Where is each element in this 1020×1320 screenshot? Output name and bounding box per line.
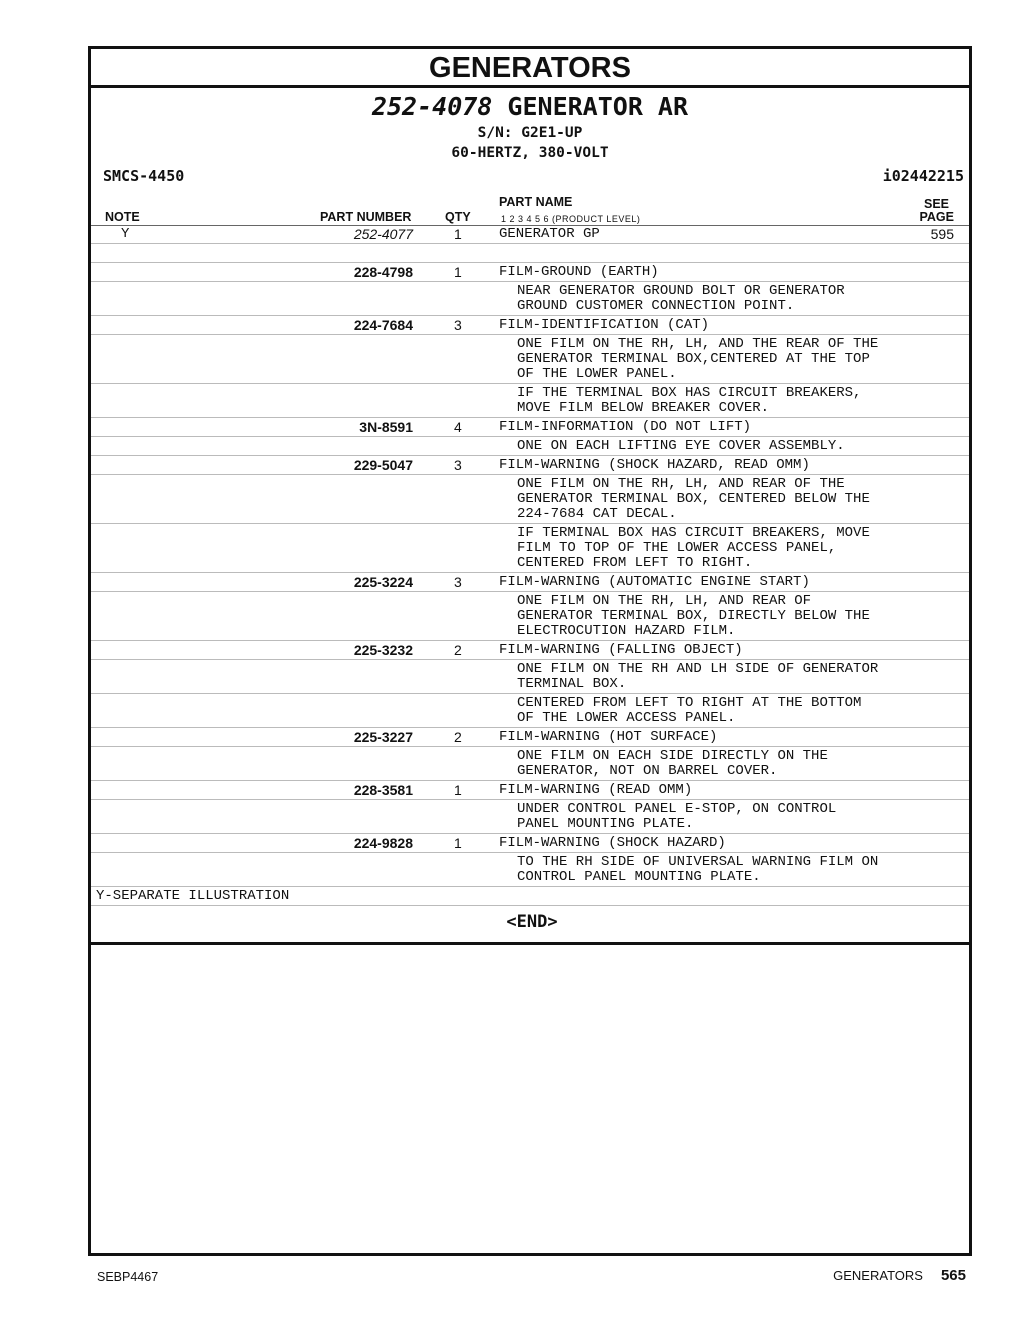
row-comment: ONE FILM ON THE RH, LH, AND THE REAR OF THE GENERATOR TERMINAL BOX,CENTERED AT THE TOP OF THE LOWER PANEL. xyxy=(517,336,879,382)
comment-row xyxy=(91,384,969,418)
row-part-name: FILM-WARNING (READ OMM) xyxy=(499,782,693,798)
row-part-name: FILM-GROUND (EARTH) xyxy=(499,264,659,280)
row-qty: 4 xyxy=(454,419,462,435)
row-qty: 1 xyxy=(454,835,462,851)
blank-row xyxy=(91,244,969,263)
page-footer xyxy=(833,1267,966,1284)
table-row xyxy=(91,316,969,335)
col-part-name: PART NAME xyxy=(499,195,573,209)
comment-row xyxy=(91,592,969,641)
row-part-number: 225-3224 xyxy=(353,574,413,590)
row-part-number: 3N-8591 xyxy=(359,419,413,435)
table-row xyxy=(91,456,969,475)
row-part-number: 224-9828 xyxy=(353,835,413,851)
table-row xyxy=(91,263,969,282)
row-comment: CENTERED FROM LEFT TO RIGHT AT THE BOTTOM OF THE LOWER ACCESS PANEL. xyxy=(517,695,862,726)
row-part-number: 229-5047 xyxy=(353,457,413,473)
row-note: Y xyxy=(121,226,130,242)
row-comment: ONE ON EACH LIFTING EYE COVER ASSEMBLY. xyxy=(517,438,845,454)
row-part-number: 252-4077 xyxy=(353,226,413,242)
row-part-name: FILM-INFORMATION (DO NOT LIFT) xyxy=(499,419,752,435)
row-part-name: FILM-WARNING (SHOCK HAZARD, READ OMM) xyxy=(499,457,810,473)
row-qty: 2 xyxy=(454,642,462,658)
end-marker: <END> xyxy=(506,912,558,932)
row-qty: 1 xyxy=(454,782,462,798)
comment-row xyxy=(91,437,969,456)
electrical-spec: 60-HERTZ, 380-VOLT xyxy=(451,145,609,161)
table-row xyxy=(91,728,969,747)
row-part-name: FILM-WARNING (HOT SURFACE) xyxy=(499,729,718,745)
section-divider xyxy=(91,942,969,945)
table-row xyxy=(91,225,969,244)
row-part-name: FILM-IDENTIFICATION (CAT) xyxy=(499,317,710,333)
parts-table xyxy=(91,225,969,932)
row-part-number: 228-4798 xyxy=(353,264,413,280)
row-qty: 3 xyxy=(454,317,462,333)
row-qty: 1 xyxy=(454,264,462,280)
row-part-name: GENERATOR GP xyxy=(499,226,600,242)
comment-row xyxy=(91,747,969,781)
comment-row xyxy=(91,475,969,524)
row-comment: IF THE TERMINAL BOX HAS CIRCUIT BREAKERS, MOVE FILM BELOW BREAKER COVER. xyxy=(517,385,862,416)
comment-row xyxy=(91,853,969,887)
illustration-id: i02442215 xyxy=(882,167,964,185)
table-row xyxy=(91,834,969,853)
group-heading xyxy=(91,91,969,163)
table-header xyxy=(91,193,969,226)
row-comment: TO THE RH SIDE OF UNIVERSAL WARNING FILM ON CONTROL PANEL MOUNTING PLATE. xyxy=(517,854,879,885)
row-qty: 3 xyxy=(454,457,462,473)
row-comment: ONE FILM ON THE RH, LH, AND REAR OF THE GENERATOR TERMINAL BOX, CENTERED BELOW THE 224-7684 CAT DECAL. xyxy=(517,476,870,522)
comment-row xyxy=(91,694,969,728)
row-see-page: 595 xyxy=(930,226,954,242)
section-title: GENERATORS xyxy=(91,49,969,88)
comment-row xyxy=(91,524,969,573)
row-comment: ONE FILM ON THE RH AND LH SIDE OF GENERATOR TERMINAL BOX. xyxy=(517,661,879,692)
row-comment: NEAR GENERATOR GROUND BOLT OR GENERATOR GROUND CUSTOMER CONNECTION POINT. xyxy=(517,283,845,314)
row-qty: 1 xyxy=(454,226,462,242)
document-id: SEBP4467 xyxy=(97,1270,159,1284)
comment-row xyxy=(91,282,969,316)
row-comment: ONE FILM ON THE RH, LH, AND REAR OF GENERATOR TERMINAL BOX, DIRECTLY BELOW THE ELECTROCUTION HAZARD FILM. xyxy=(517,593,870,639)
comment-row xyxy=(91,335,969,384)
row-part-number: 225-3232 xyxy=(353,642,413,658)
row-part-number: 225-3227 xyxy=(353,729,413,745)
page-frame xyxy=(88,46,972,1256)
row-part-name: FILM-WARNING (FALLING OBJECT) xyxy=(499,642,743,658)
col-part-number: PART NUMBER xyxy=(320,210,412,224)
serial-number: S/N: G2E1-UP xyxy=(477,125,583,141)
row-part-number: 228-3581 xyxy=(353,782,413,798)
group-title xyxy=(91,91,969,123)
row-part-number: 224-7684 xyxy=(353,317,413,333)
row-part-name: FILM-WARNING (AUTOMATIC ENGINE START) xyxy=(499,574,810,590)
footer-section: GENERATORS xyxy=(833,1268,923,1283)
comment-row xyxy=(91,800,969,834)
row-qty: 2 xyxy=(454,729,462,745)
group-part-number: 252-4078 xyxy=(371,92,493,121)
page-number: 565 xyxy=(940,1267,966,1284)
col-note: NOTE xyxy=(105,210,140,224)
row-comment: IF TERMINAL BOX HAS CIRCUIT BREAKERS, MOVE FILM TO TOP OF THE LOWER ACCESS PANEL, CENTERED FROM LEFT TO RIGHT. xyxy=(517,525,870,571)
col-see: SEE xyxy=(923,197,949,211)
table-row xyxy=(91,781,969,800)
row-qty: 3 xyxy=(454,574,462,590)
col-qty: QTY xyxy=(445,210,471,224)
row-comment: ONE FILM ON EACH SIDE DIRECTLY ON THE GENERATOR, NOT ON BARREL COVER. xyxy=(517,748,828,779)
table-row xyxy=(91,573,969,592)
row-part-name: FILM-WARNING (SHOCK HAZARD) xyxy=(499,835,726,851)
footnote: Y-SEPARATE ILLUSTRATION xyxy=(91,887,969,906)
table-row xyxy=(91,418,969,437)
comment-row xyxy=(91,660,969,694)
row-comment: UNDER CONTROL PANEL E-STOP, ON CONTROL PANEL MOUNTING PLATE. xyxy=(517,801,837,832)
group-name: GENERATOR AR xyxy=(507,92,689,121)
smcs-code: SMCS-4450 xyxy=(103,167,185,185)
product-levels: 1 2 3 4 5 6 (PRODUCT LEVEL) xyxy=(501,214,641,224)
col-page: PAGE xyxy=(919,210,954,224)
table-row xyxy=(91,641,969,660)
